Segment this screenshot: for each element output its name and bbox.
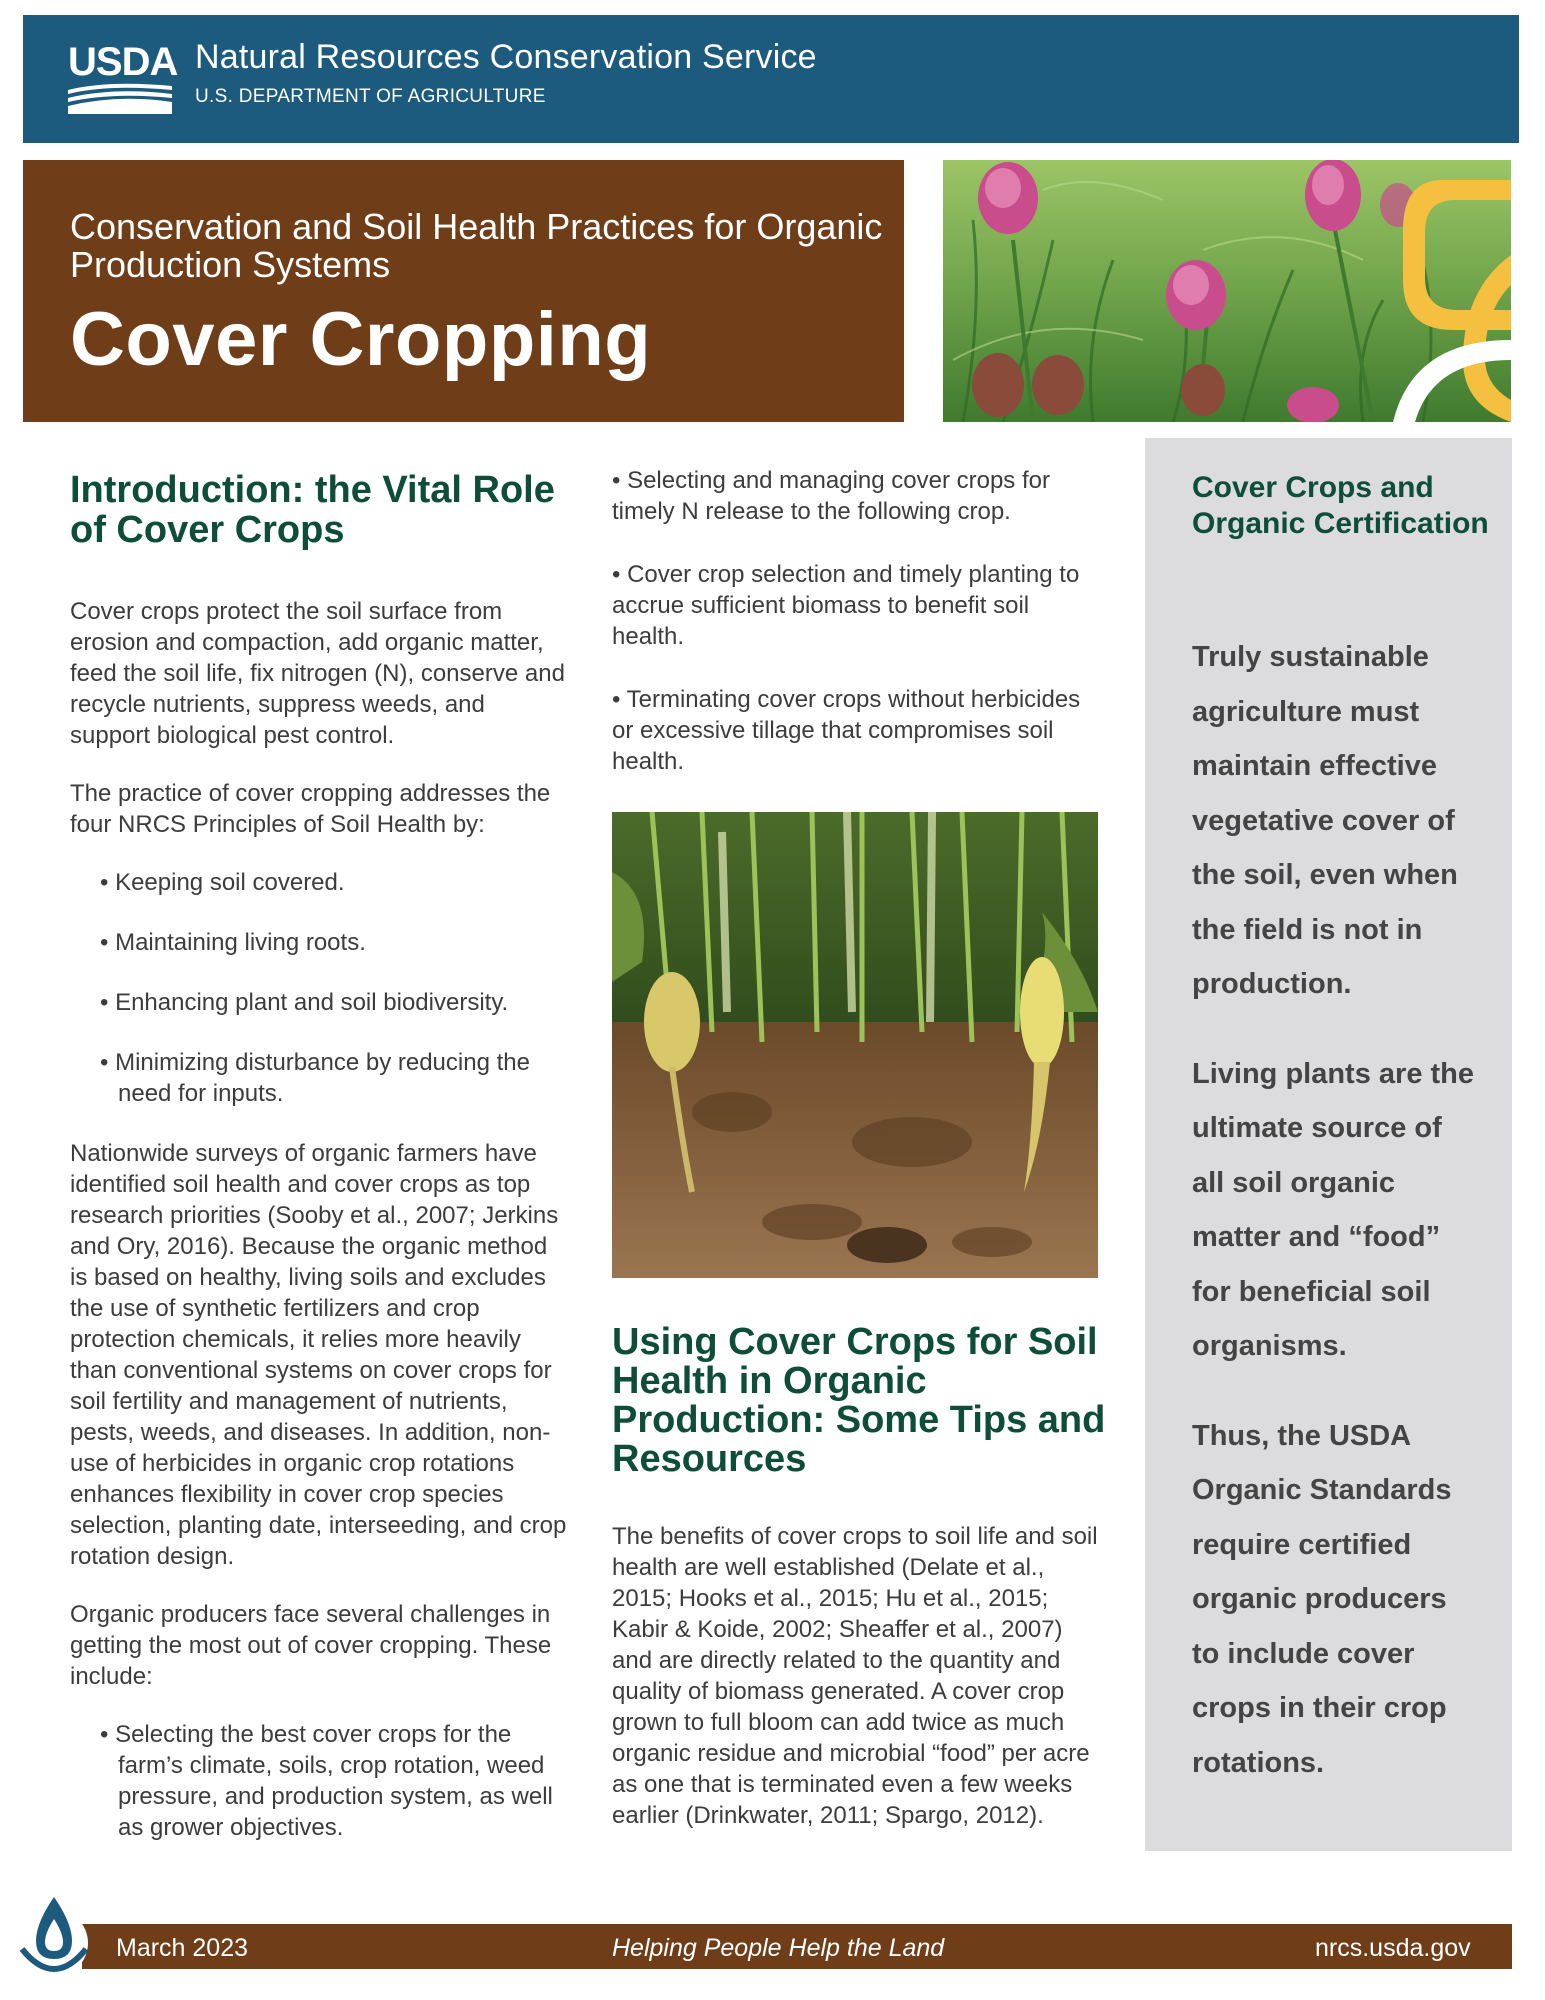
- usda-logo[interactable]: [68, 40, 178, 114]
- department-name: U.S. DEPARTMENT OF AGRICULTURE: [195, 86, 546, 107]
- radish-cover-crop-photo: [612, 812, 1098, 1278]
- challenges-continued: [612, 465, 1107, 804]
- intro-paragraph-2: The practice of cover cropping addresses the four NRCS Principles of Soil Health by:: [70, 780, 551, 838]
- footer-website-link[interactable]: nrcs.usda.gov: [1315, 1934, 1471, 1962]
- water-drop-icon: [14, 1893, 94, 1977]
- tips-paragraph-1: The benefits of cover crops to soil life and soil health are well established (Delate et al., 2015; Hooks et al., 2015; Hu et al., 2015; Kabir & Koide, 2002; Sheaffer et al., 2007) and are directly related to the quantity and quality of biomass generated. A cover crop grown to full bloom can add twice as much organic residue and microbial “food” per acre as one that is terminated even a few weeks earlier (Drinkwater, 2011; Spargo, 2012).: [612, 1523, 1098, 1829]
- list-item: • Selecting and managing cover crops for timely N release to the following crop.: [612, 467, 1050, 525]
- intro-paragraph-3: Nationwide surveys of organic farmers have identified soil health and cover crops as top research priorities (Sooby et al., 2007; Jerkins and Ory, 2016). Because the organic method is based on healthy, living soils and excludes the use of synthetic fertilizers and crop protection chemicals, it relies more heavily than conventional systems on cover crops for soil fertility and management of nutrients, pests, weeds, and diseases. In addition, non-use of herbicides in organic crop rotations enhances flexibility in cover crop species selection, planting date, interseeding, and crop rotation design.: [70, 1140, 567, 1570]
- list-item: • Minimizing disturbance by reducing the need for inputs.: [100, 1049, 530, 1107]
- intro-paragraph-4: Organic producers face several challenges in getting the most out of cover cropping. These include:: [70, 1601, 552, 1690]
- list-item: • Cover crop selection and timely planting to accrue sufficient biomass to benefit soil health.: [612, 561, 1080, 650]
- agency-header: [23, 15, 1519, 143]
- page-title: Cover Cropping: [70, 297, 652, 382]
- agency-name: Natural Resources Conservation Service: [195, 38, 817, 76]
- sidebar-heading: Cover Crops and Organic Certification: [1192, 471, 1489, 540]
- usda-logo-hills-icon: [68, 42, 172, 114]
- clover-field-photo: [943, 160, 1511, 422]
- footer-tagline: Helping People Help the Land: [612, 1934, 945, 1962]
- intro-paragraph-1: Cover crops protect the soil surface from erosion and compaction, add organic matter, feed the soil life, fix nitrogen (N), conserve and recycle nutrients, suppress weeds, and support biological pest control.: [70, 598, 565, 749]
- sidebar-paragraph-1: Truly sustainable agriculture must maintain effective vegetative cover of the soil, even when the field is not in production.: [1192, 641, 1458, 1000]
- list-item: • Maintaining living roots.: [100, 929, 366, 956]
- list-item: • Keeping soil covered.: [100, 869, 345, 896]
- tips-section: [612, 1323, 1107, 1831]
- series-title: Conservation and Soil Health Practices for Organic Production Systems: [70, 206, 883, 285]
- introduction-heading: Introduction: the Vital Role of Cover Crops: [70, 469, 555, 551]
- list-item: • Terminating cover crops without herbicides or excessive tillage that compromises soil health.: [612, 686, 1081, 775]
- list-item: • Selecting the best cover crops for the farm’s climate, soils, crop rotation, weed pressure, and production system, as well as grower objectives.: [100, 1721, 553, 1841]
- tips-heading: Using Cover Crops for Soil Health in Organic Production: Some Tips and Resources: [612, 1321, 1106, 1480]
- footer-date: March 2023: [116, 1934, 249, 1962]
- challenges-list: [94, 1719, 570, 1843]
- list-item: • Enhancing plant and soil biodiversity.: [100, 989, 509, 1016]
- introduction-column: [70, 470, 570, 1872]
- sidebar-paragraph-2: Living plants are the ultimate source of all soil organic matter and “food” for beneficial soil organisms.: [1192, 1057, 1474, 1362]
- soil-health-principles-list: [94, 867, 570, 1109]
- sidebar-paragraph-3: Thus, the USDA Organic Standards require certified organic producers to include cover crops in their crop rotations.: [1192, 1419, 1452, 1779]
- sidebar-body: [1192, 630, 1482, 1825]
- usda-logo-text: USDA: [68, 40, 178, 84]
